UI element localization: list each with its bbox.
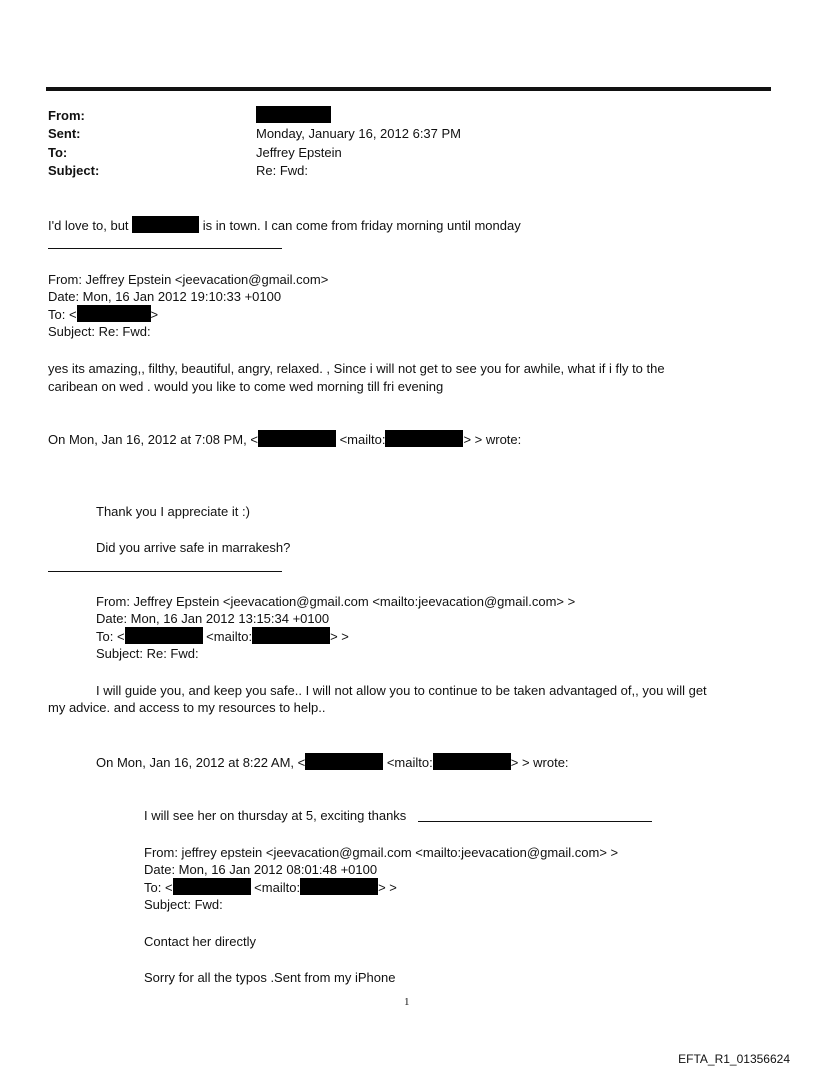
- redaction: [125, 627, 203, 644]
- quote3-line: I will see her on thursday at 5, exciting thanks: [144, 808, 407, 823]
- redaction: [258, 430, 336, 447]
- quote2-to: [96, 627, 349, 646]
- to-value: Jeffrey Epstein: [256, 145, 342, 160]
- quote1-wrote-line: [48, 430, 521, 449]
- quote-separator: [418, 821, 652, 822]
- wrote-mailto: <mailto:: [339, 432, 386, 447]
- page-number: 1: [404, 996, 410, 1008]
- quote2-wrote-line: [96, 753, 569, 772]
- quote1-body-line2: caribean on wed . would you like to come wed morning till fri evening: [48, 379, 444, 394]
- redaction: [173, 878, 251, 895]
- wrote-prefix: On Mon, Jan 16, 2012 at 7:08 PM, <: [48, 432, 258, 447]
- quote2-subject: Subject: Re: Fwd:: [96, 646, 199, 661]
- from-redaction: [256, 106, 331, 123]
- redaction: [433, 753, 511, 770]
- quote1-subject: Subject: Re: Fwd:: [48, 324, 151, 339]
- quote-separator: [48, 248, 282, 249]
- redaction: [385, 430, 463, 447]
- quote2-to-mailto: <mailto:: [206, 629, 253, 644]
- quote2-from: From: Jeffrey Epstein <jeevacation@gmail.com <mailto:jeevacation@gmail.com> >: [96, 594, 576, 609]
- quote1-date: Date: Mon, 16 Jan 2012 19:10:33 +0100: [48, 289, 282, 304]
- quote2-question: Did you arrive safe in marrakesh?: [96, 540, 291, 555]
- wrote-suffix: > > wrote:: [510, 755, 569, 770]
- reply-line: [48, 216, 521, 235]
- quote1-to: [48, 305, 158, 324]
- quote3-to: [144, 878, 397, 897]
- quote2-thanks: Thank you I appreciate it :): [96, 504, 250, 519]
- quote1-body-line1: yes its amazing,, filthy, beautiful, angry, relaxed. , Since i will not get to see you for awhile, what if i fly to the: [48, 361, 665, 376]
- quote3-to-mailto: <mailto:: [254, 880, 301, 895]
- header-rule: [46, 87, 771, 91]
- quote3-contact: Contact her directly: [144, 934, 256, 949]
- subject-value: Re: Fwd:: [256, 163, 309, 178]
- quote3-from: From: jeffrey epstein <jeevacation@gmail.com <mailto:jeevacation@gmail.com> >: [144, 845, 619, 860]
- sent-label: Sent:: [48, 126, 81, 141]
- redaction: [305, 753, 383, 770]
- quote1-to-suffix: >: [150, 307, 159, 322]
- quote-separator: [48, 571, 282, 572]
- redaction: [300, 878, 378, 895]
- redaction: [77, 305, 151, 322]
- wrote-mailto: <mailto:: [386, 755, 433, 770]
- quote3-signature: Sorry for all the typos .Sent from my iPhone: [144, 970, 396, 985]
- quote2-body-line2: my advice. and access to my resources to help..: [48, 700, 326, 715]
- document-id: EFTA_R1_01356624: [678, 1052, 790, 1066]
- quote3-to-suffix: > >: [378, 880, 397, 895]
- to-label: To:: [48, 145, 68, 160]
- quote3-date: Date: Mon, 16 Jan 2012 08:01:48 +0100: [144, 862, 378, 877]
- quote1-to-prefix: To: <: [48, 307, 77, 322]
- sent-value: Monday, January 16, 2012 6:37 PM: [256, 126, 461, 141]
- from-label: From:: [48, 108, 85, 123]
- reply-part1: I'd love to, but: [48, 218, 129, 233]
- subject-label: Subject:: [48, 163, 100, 178]
- quote2-to-prefix: To: <: [96, 629, 125, 644]
- quote2-body-line1: I will guide you, and keep you safe.. I will not allow you to continue to be taken advantaged of,, you will get: [96, 683, 707, 698]
- wrote-prefix: On Mon, Jan 16, 2012 at 8:22 AM, <: [96, 755, 306, 770]
- quote2-to-suffix: > >: [330, 629, 349, 644]
- redaction: [252, 627, 330, 644]
- reply-part2: is in town. I can come from friday morning until monday: [202, 218, 521, 233]
- quote1-from: From: Jeffrey Epstein <jeevacation@gmail.com>: [48, 272, 329, 287]
- quote3-subject: Subject: Fwd:: [144, 897, 223, 912]
- quote2-date: Date: Mon, 16 Jan 2012 13:15:34 +0100: [96, 611, 330, 626]
- quote3-to-prefix: To: <: [144, 880, 173, 895]
- redaction: [132, 216, 199, 233]
- wrote-suffix: > > wrote:: [463, 432, 522, 447]
